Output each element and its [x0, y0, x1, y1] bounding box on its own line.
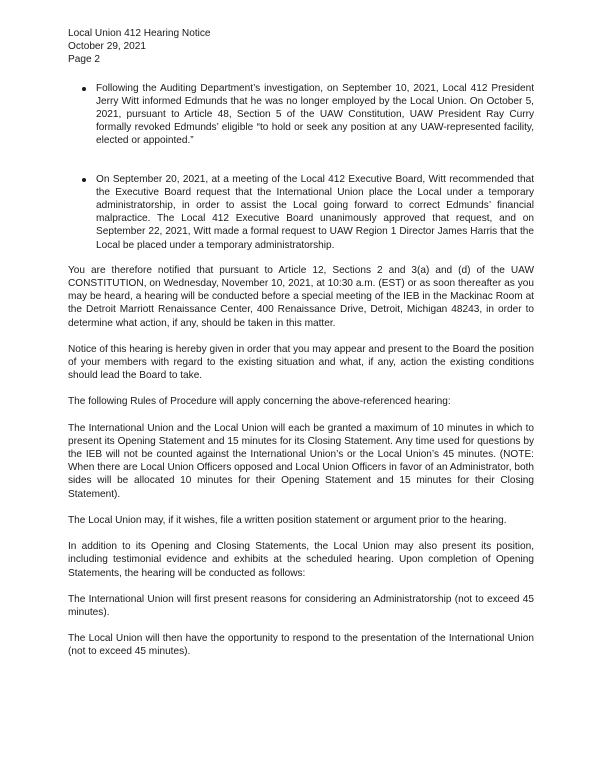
- header-title: Local Union 412 Hearing Notice: [68, 28, 211, 39]
- header-page-number: Page 2: [68, 54, 100, 66]
- paragraph-time-allocation: The International Union and the Local Union will each be granted a maximum of 10 minutes in which to present its Opening Statement and 15 minutes for its Closing Statement. Any time used for questions by the IEB will not be counted against the International Union’s or the Local Union’s 45 minutes. (NOTE: When there are Local Union Officers opposed and Local Union Officers in favor of an Administrator, both sides will be allocated 10 minutes for their Opening Statement and 15 minutes for their Closing Statement).: [68, 422, 534, 500]
- paragraph-international-presentation: The International Union will first present reasons for considering an Administratorship (not to exceed 45 minutes).: [68, 593, 534, 618]
- paragraph-hearing-notice: You are therefore notified that pursuant to Article 12, Sections 2 and 3(a) and (d) of the UAW CONSTITUTION, on Wednesday, November 10, 2021, at 10:30 a.m. (EST) or as soon thereafter as you may be heard, a hearing will be conducted before a special meeting of the IEB in the Mackinac Room at the Detroit Marriott Renaissance Center, 400 Renaissance Drive, Detroit, Michigan 48243, in order to determine what action, if any, should be taken in this matter.: [68, 264, 534, 329]
- bullet-text: On September 20, 2021, at a meeting of the Local 412 Executive Board, Witt recommended that the Executive Board request that the International Union place the Local under a temporary administratorship, in order to assist the Local going forward to correct Edmunds’ financial malpractice. The Local 412 Executive Board unanimously approved that request, and on September 22, 2021, Witt made a formal request to UAW Region 1 Director James Harris that the Local be placed under a temporary administratorship.: [96, 173, 534, 251]
- bullet-list: [68, 82, 534, 252]
- bullet-item-administratorship-request: [96, 173, 534, 252]
- paragraph-evidence: In addition to its Opening and Closing Statements, the Local Union may also present its position, including testimonial evidence and exhibits at the scheduled hearing. Upon completion of Opening Statements, the hearing will be conducted as follows:: [68, 541, 534, 579]
- bullet-item-termination: [96, 82, 534, 148]
- header-date: October 29, 2021: [68, 41, 146, 53]
- bullet-dot-icon: [82, 178, 86, 182]
- page-header: [68, 27, 534, 67]
- bullet-dot-icon: [82, 87, 86, 91]
- bullet-text: Following the Auditing Department’s investigation, on September 10, 2021, Local 412 President Jerry Witt informed Edmunds that he was no longer employed by the Local Union. On October 5, 2021, pursuant to Article 48, Section 5 of the UAW Constitution, UAW President Ray Curry formally revoked Edmunds’ eligible “to hold or seek any position at any UAW-represented facility, elected or appointed.”: [96, 82, 534, 147]
- paragraph-purpose: Notice of this hearing is hereby given in order that you may appear and present to the Board the position of your members with regard to the existing situation and what, if any, action the existing conditions should lead the Board to take.: [68, 343, 534, 382]
- paragraph-rules-intro: The following Rules of Procedure will apply concerning the above-referenced hearing:: [68, 396, 451, 408]
- paragraph-local-response: The Local Union will then have the opportunity to respond to the presentation of the International Union (not to exceed 45 minutes).: [68, 633, 534, 658]
- paragraph-written-statement: The Local Union may, if it wishes, file a written position statement or argument prior to the hearing.: [68, 514, 507, 526]
